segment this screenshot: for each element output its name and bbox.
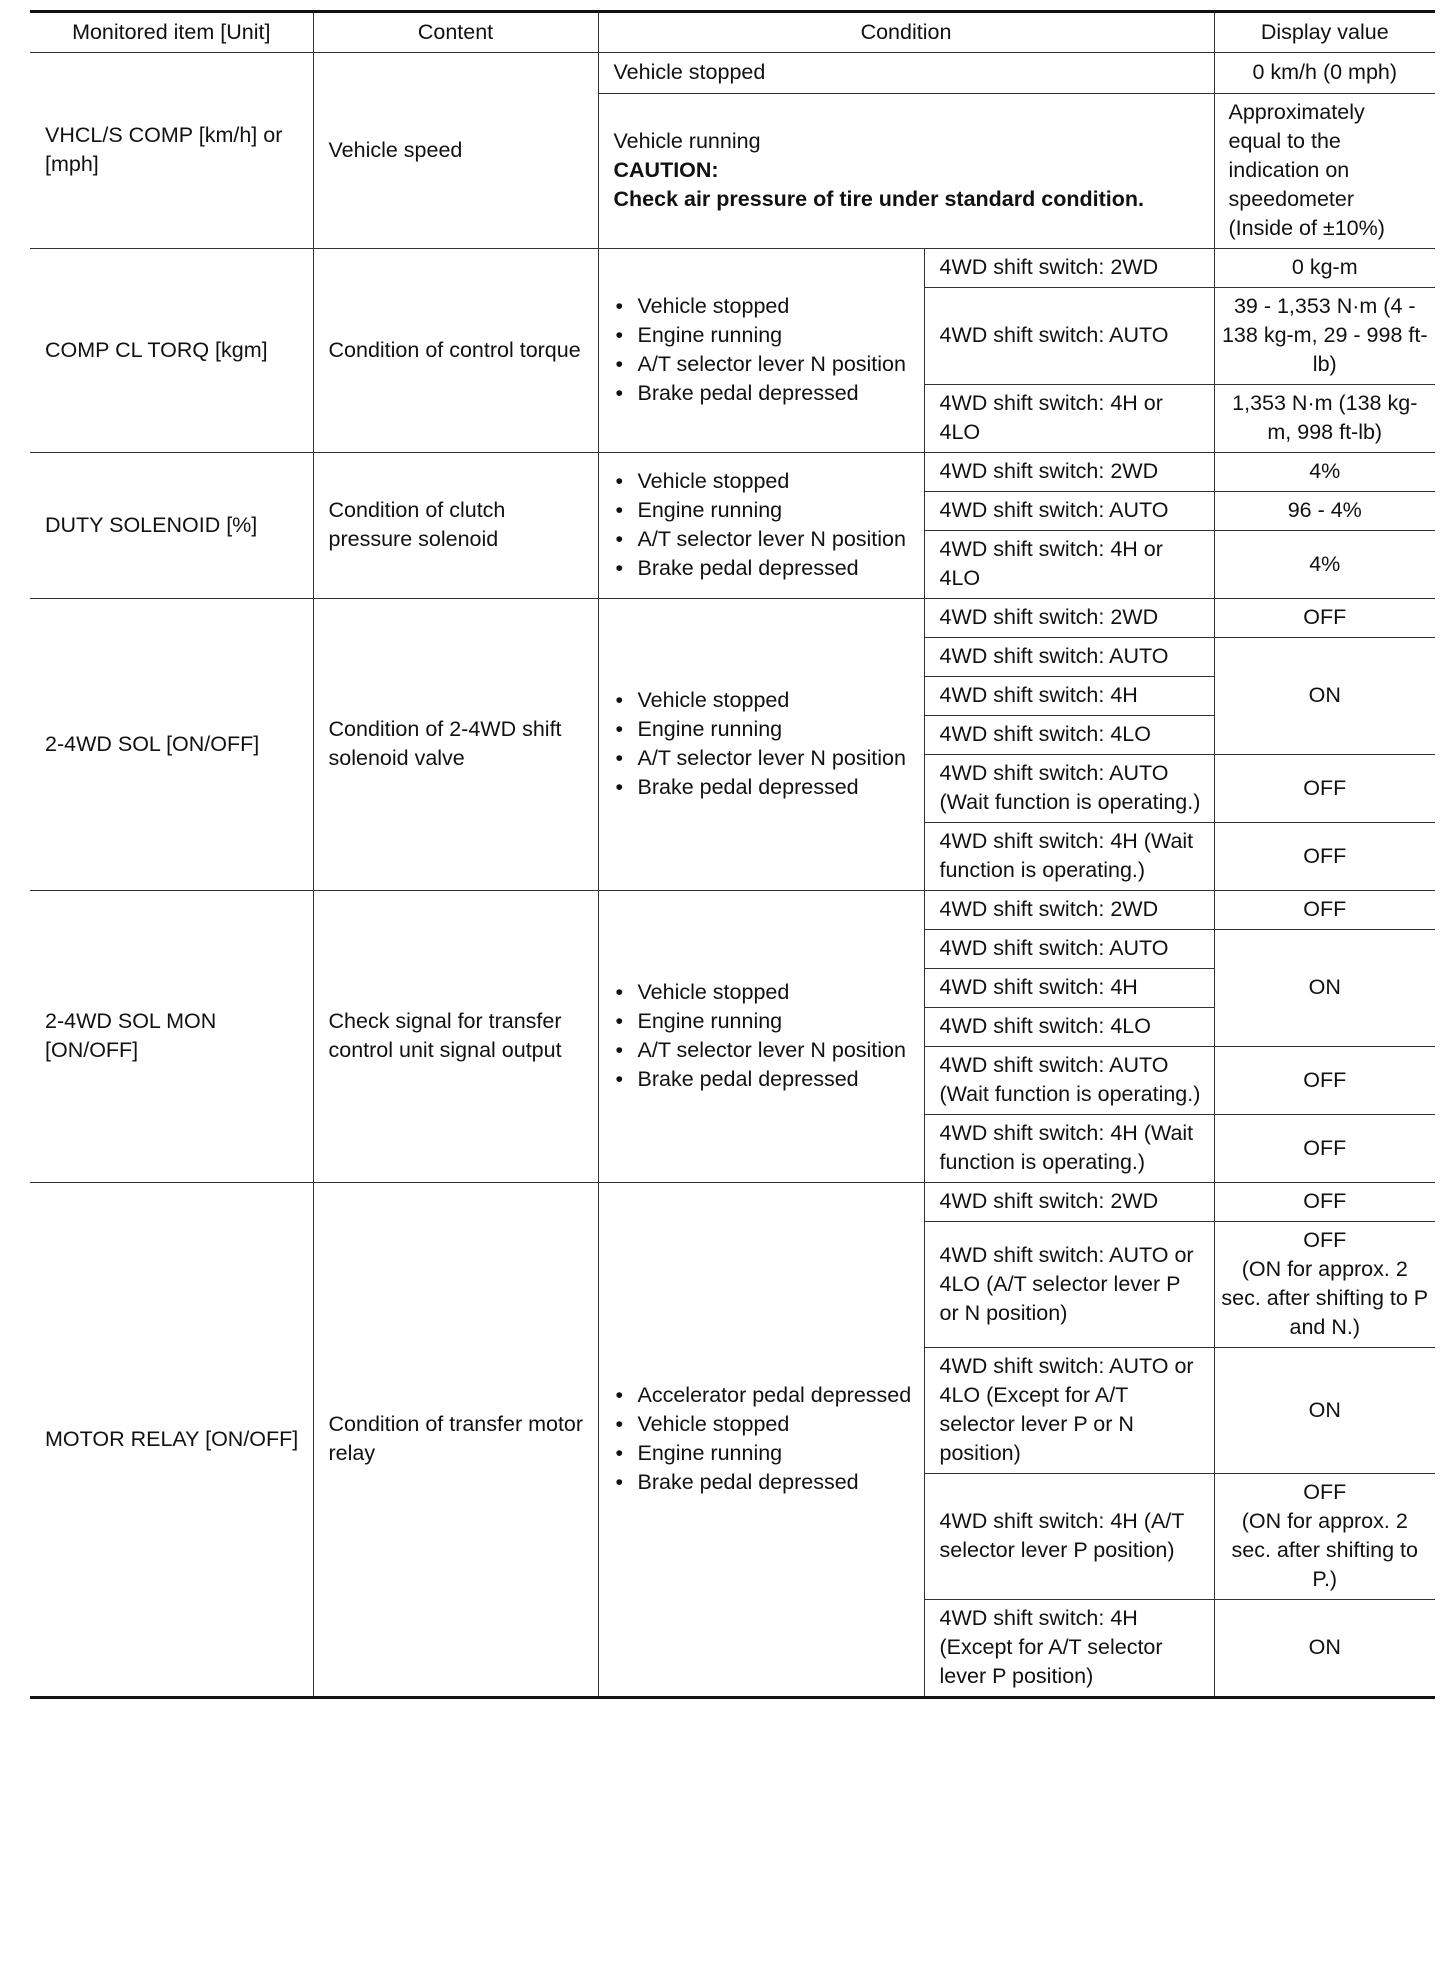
table-row	[30, 453, 1435, 492]
value-cell: OFF	[1214, 823, 1435, 891]
caution-text: Check air pressure of tire under standard condition.	[613, 187, 1144, 211]
condition-vehicle-stopped: Vehicle stopped	[598, 53, 1214, 94]
condition-list	[598, 891, 924, 1183]
value-cell	[1214, 1474, 1435, 1600]
item-motor-relay: MOTOR RELAY [ON/OFF]	[30, 1183, 313, 1698]
switch-cell: 4WD shift switch: AUTO	[924, 930, 1214, 969]
switch-cell: 4WD shift switch: AUTO (Wait function is operating.)	[924, 1047, 1214, 1115]
value-cell: OFF	[1214, 755, 1435, 823]
content-signal-output: Check signal for transfer control unit signal output	[313, 891, 598, 1183]
value-cell: ON	[1214, 1348, 1435, 1474]
value-cell: ON	[1214, 930, 1435, 1047]
item-comp-cl-torq: COMP CL TORQ [kgm]	[30, 249, 313, 453]
value-cell: OFF	[1214, 1183, 1435, 1222]
value-cell: OFF	[1214, 1115, 1435, 1183]
table-row	[30, 1183, 1435, 1222]
item-vhcl-s-comp: VHCL/S COMP [km/h] or [mph]	[30, 53, 313, 249]
content-motor-relay: Condition of transfer motor relay	[313, 1183, 598, 1698]
table-row	[30, 53, 1435, 94]
switch-cell: 4WD shift switch: 4H or 4LO	[924, 531, 1214, 599]
value-cell: ON	[1214, 1600, 1435, 1698]
list-item: • Accelerator pedal depressed	[614, 1381, 912, 1410]
list-item: • Brake pedal depressed	[614, 773, 912, 802]
list-item: • A/T selector lever N position	[614, 1036, 912, 1065]
switch-cell: 4WD shift switch: AUTO	[924, 492, 1214, 531]
caution-label: CAUTION:	[613, 158, 719, 182]
switch-cell: 4WD shift switch: 4H	[924, 969, 1214, 1008]
list-item: • Vehicle stopped	[614, 467, 912, 496]
list-item: • Brake pedal depressed	[614, 1468, 912, 1497]
value-running: Approximately equal to the indication on speedometer (Inside of ±10%)	[1214, 94, 1435, 249]
value-stopped: 0 km/h (0 mph)	[1214, 53, 1435, 94]
list-item: • A/T selector lever N position	[614, 525, 912, 554]
table-row	[30, 599, 1435, 638]
list-item: • Vehicle stopped	[614, 978, 912, 1007]
list-item: • Engine running	[614, 715, 912, 744]
switch-cell: 4WD shift switch: 2WD	[924, 453, 1214, 492]
item-duty-solenoid: DUTY SOLENOID [%]	[30, 453, 313, 599]
item-2-4wd-sol: 2-4WD SOL [ON/OFF]	[30, 599, 313, 891]
list-item: • Brake pedal depressed	[614, 554, 912, 583]
value-cell: 96 - 4%	[1214, 492, 1435, 531]
value-text: OFF	[1303, 1228, 1347, 1252]
header-condition: Condition	[598, 12, 1214, 53]
switch-cell: 4WD shift switch: 4H	[924, 677, 1214, 716]
value-cell: OFF	[1214, 599, 1435, 638]
list-item: • Engine running	[614, 496, 912, 525]
monitor-table	[30, 10, 1435, 1699]
list-item: • Vehicle stopped	[614, 1410, 912, 1439]
value-cell: ON	[1214, 638, 1435, 755]
header-row	[30, 12, 1435, 53]
switch-cell: 4WD shift switch: 2WD	[924, 599, 1214, 638]
value-cell: OFF	[1214, 1047, 1435, 1115]
value-cell	[1214, 1222, 1435, 1348]
list-item: • Engine running	[614, 1439, 912, 1468]
list-item: • A/T selector lever N position	[614, 744, 912, 773]
switch-cell: 4WD shift switch: 2WD	[924, 891, 1214, 930]
condition-list	[598, 1183, 924, 1698]
switch-cell: 4WD shift switch: AUTO or 4LO (A/T selector lever P or N position)	[924, 1222, 1214, 1348]
item-2-4wd-sol-mon: 2-4WD SOL MON [ON/OFF]	[30, 891, 313, 1183]
value-text: OFF	[1303, 1480, 1347, 1504]
switch-cell: 4WD shift switch: 4H (Except for A/T selector lever P position)	[924, 1600, 1214, 1698]
content-clutch-pressure: Condition of clutch pressure solenoid	[313, 453, 598, 599]
content-shift-solenoid: Condition of 2-4WD shift solenoid valve	[313, 599, 598, 891]
condition-list	[598, 599, 924, 891]
value-cell: OFF	[1214, 891, 1435, 930]
switch-cell: 4WD shift switch: 4LO	[924, 716, 1214, 755]
switch-cell: 4WD shift switch: AUTO or 4LO (Except for A/T selector lever P or N position)	[924, 1348, 1214, 1474]
switch-cell: 4WD shift switch: 2WD	[924, 1183, 1214, 1222]
switch-cell: 4WD shift switch: 4LO	[924, 1008, 1214, 1047]
header-item: Monitored item [Unit]	[30, 12, 313, 53]
condition-vehicle-running	[598, 94, 1214, 249]
switch-cell: 4WD shift switch: AUTO (Wait function is operating.)	[924, 755, 1214, 823]
list-item: • Vehicle stopped	[614, 292, 912, 321]
value-note: (ON for approx. 2 sec. after shifting to P and N.)	[1221, 1257, 1429, 1339]
list-item: • Engine running	[614, 1007, 912, 1036]
switch-cell: 4WD shift switch: AUTO	[924, 288, 1214, 385]
switch-cell: 4WD shift switch: 2WD	[924, 249, 1214, 288]
running-text: Vehicle running	[613, 129, 761, 153]
value-cell: 0 kg-m	[1214, 249, 1435, 288]
value-cell: 39 - 1,353 N·m (4 - 138 kg-m, 29 - 998 ft-lb)	[1214, 288, 1435, 385]
table-row	[30, 891, 1435, 930]
header-content: Content	[313, 12, 598, 53]
header-display-value: Display value	[1214, 12, 1435, 53]
content-control-torque: Condition of control torque	[313, 249, 598, 453]
switch-cell: 4WD shift switch: 4H (Wait function is operating.)	[924, 1115, 1214, 1183]
condition-list	[598, 249, 924, 453]
table-row	[30, 249, 1435, 288]
value-cell: 1,353 N·m (138 kg-m, 998 ft-lb)	[1214, 385, 1435, 453]
list-item: • Engine running	[614, 321, 912, 350]
switch-cell: 4WD shift switch: 4H (A/T selector lever P position)	[924, 1474, 1214, 1600]
list-item: • A/T selector lever N position	[614, 350, 912, 379]
list-item: • Brake pedal depressed	[614, 379, 912, 408]
switch-cell: 4WD shift switch: 4H (Wait function is operating.)	[924, 823, 1214, 891]
switch-cell: 4WD shift switch: 4H or 4LO	[924, 385, 1214, 453]
content-vehicle-speed: Vehicle speed	[313, 53, 598, 249]
value-note: (ON for approx. 2 sec. after shifting to P.)	[1231, 1509, 1418, 1591]
value-cell: 4%	[1214, 531, 1435, 599]
list-item: • Vehicle stopped	[614, 686, 912, 715]
list-item: • Brake pedal depressed	[614, 1065, 912, 1094]
switch-cell: 4WD shift switch: AUTO	[924, 638, 1214, 677]
condition-list	[598, 453, 924, 599]
value-cell: 4%	[1214, 453, 1435, 492]
